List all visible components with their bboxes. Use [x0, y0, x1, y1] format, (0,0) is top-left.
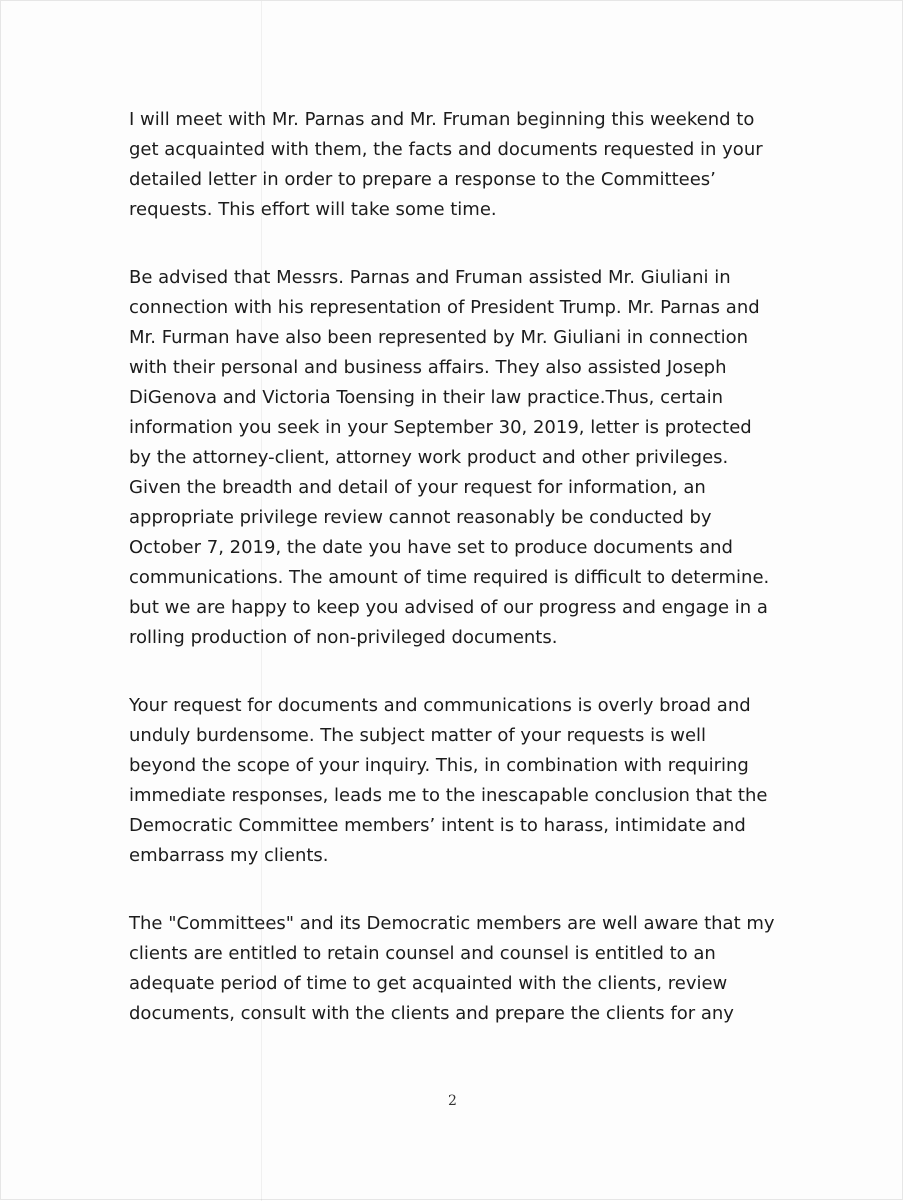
text-line: beyond the scope of your inquiry. This, in combination with requiring	[129, 755, 749, 776]
text-line: adequate period of time to get acquainted with the clients, review	[129, 973, 728, 994]
text-line: requests. This effort will take some time.	[129, 199, 497, 220]
text-line: Mr. Furman have also been represented by Mr. Giuliani in connection	[129, 327, 749, 348]
text-line: clients are entitled to retain counsel and counsel is entitled to an	[129, 943, 716, 964]
text-line: Be advised that Messrs. Parnas and Fruman assisted Mr. Giuliani in	[129, 267, 731, 288]
text-line: information you seek in your September 30, 2019, letter is protected	[129, 417, 752, 438]
text-line: October 7, 2019, the date you have set to produce documents and	[129, 537, 733, 558]
text-line: detailed letter in order to prepare a response to the Committees’	[129, 169, 716, 190]
text-line: rolling production of non-privileged documents.	[129, 627, 558, 648]
text-line: with their personal and business affairs. They also assisted Joseph	[129, 357, 727, 378]
text-line: immediate responses, leads me to the inescapable conclusion that the	[129, 785, 768, 806]
text-line: unduly burdensome. The subject matter of your requests is well	[129, 725, 707, 746]
text-line: embarrass my clients.	[129, 845, 329, 866]
text-line: documents, consult with the clients and prepare the clients for any	[129, 1003, 734, 1024]
text-line: DiGenova and Victoria Toensing in their law practice.Thus, certain	[129, 387, 723, 408]
page-number: 2	[448, 1093, 457, 1109]
text-line: I will meet with Mr. Parnas and Mr. Fruman beginning this weekend to	[129, 109, 755, 130]
text-line: by the attorney-client, attorney work product and other privileges.	[129, 447, 729, 468]
text-line: Your request for documents and communications is overly broad and	[129, 695, 751, 716]
text-line: but we are happy to keep you advised of our progress and engage in a	[129, 597, 768, 618]
text-line: connection with his representation of President Trump. Mr. Parnas and	[129, 297, 760, 318]
text-line: The "Committees" and its Democratic members are well aware that my	[129, 913, 775, 934]
text-line: get acquainted with them, the facts and documents requested in your	[129, 139, 763, 160]
paragraph-counsel	[129, 909, 809, 1029]
text-line: appropriate privilege review cannot reasonably be conducted by	[129, 507, 712, 528]
paragraph-meeting	[129, 105, 809, 225]
paragraph-overbroad	[129, 691, 809, 871]
text-line: communications. The amount of time required is difficult to determine.	[129, 567, 770, 588]
text-line: Democratic Committee members’ intent is to harass, intimidate and	[129, 815, 746, 836]
text-line: Given the breadth and detail of your request for information, an	[129, 477, 706, 498]
paragraph-privilege	[129, 263, 809, 653]
letter-body	[129, 105, 809, 1067]
